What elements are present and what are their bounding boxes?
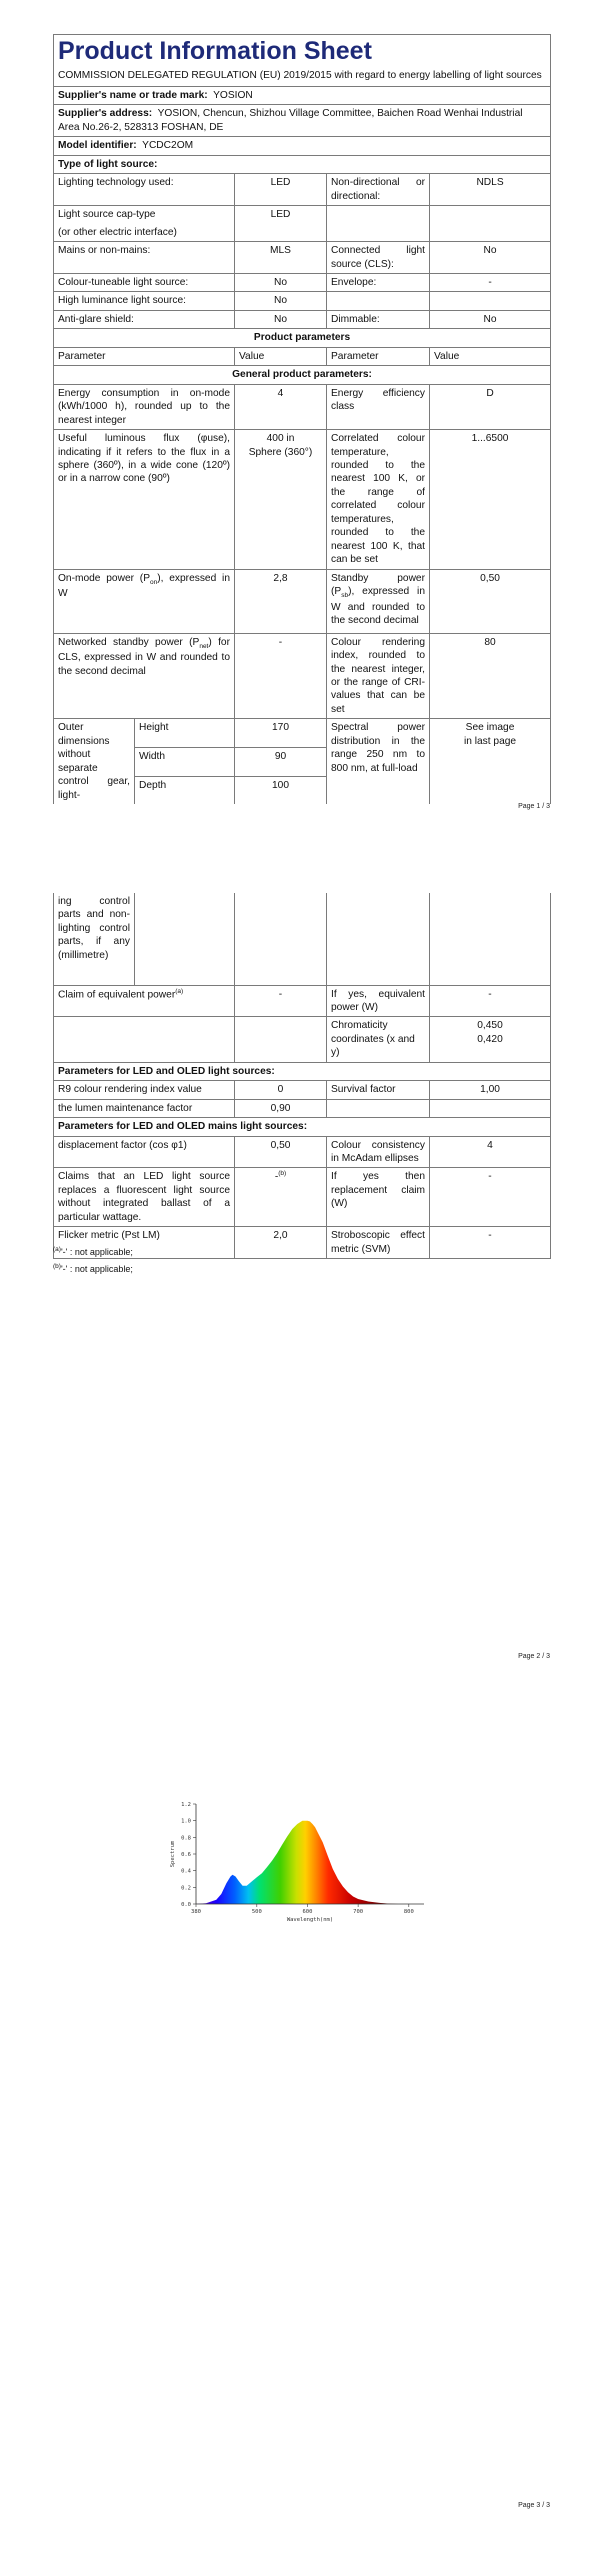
svm-value: - (430, 1227, 551, 1259)
spd-label: Spectral power distribution in the range 250 nm to 800 nm, at full-load (327, 719, 430, 804)
standby-power-label: Standby power $(P_{sb})$, expressed in W and rounded to the second decimal (327, 569, 430, 633)
networked-standby-label: Networked standby power $(P_{net})$ for CLS, expressed in W and rounded to the second decimal (54, 633, 235, 719)
on-mode-power-value: 2,8 (235, 569, 327, 633)
col-header-parameter: Parameter (54, 347, 235, 365)
y-tick-label: 0.6 (181, 1852, 191, 1858)
efficiency-class-value: D (430, 384, 551, 429)
general-params-heading: General product parameters: (54, 366, 551, 384)
cap-value: LED (235, 206, 327, 242)
y-tick-label: 1.0 (181, 1818, 191, 1825)
width-value: 90 (235, 748, 327, 777)
model-label: Model identifier: (58, 140, 137, 152)
info-table-page-1 (53, 34, 551, 804)
cct-label: Correlated colour temperature, rounded to the nearest 100 K, or the range of correlated colour temperatures, rounded to the nearest 100 K, that can be set (327, 430, 430, 570)
tuneable-value: No (235, 274, 327, 292)
tuneable-label: Colour-tuneable light source: (54, 274, 235, 292)
envelope-label: Envelope: (327, 274, 430, 292)
y-tick-label: 0.2 (181, 1885, 191, 1892)
page-1 (0, 0, 603, 855)
luminous-flux-unit: Sphere (360°) (248, 446, 313, 458)
dimensions-label-part-2: ing control parts and non-lighting control parts, if any (millimetre) (54, 893, 135, 985)
footnote-b: $^{(b)}$'-' : not applicable; (53, 1263, 133, 1275)
efficiency-class-label: Energy efficiency class (327, 384, 430, 429)
equivalent-power-label: If yes, equivalent power (W) (327, 985, 430, 1017)
equivalent-power-claim-value: - (235, 985, 327, 1017)
dimensions-label-part-1: Outer dimensions without separate control gear, light- (54, 719, 135, 804)
regulation-text: COMMISSION DELEGATED REGULATION (EU) 2019/2015 with regard to energy labelling of light sources (58, 69, 542, 81)
energy-consumption-value: 4 (235, 384, 327, 429)
mains-value: MLS (235, 242, 327, 274)
supplier-name-label: Supplier's name or trade mark: (58, 89, 208, 101)
chromaticity-y: 0,420 (477, 1033, 503, 1045)
cri-value: 80 (430, 633, 551, 719)
on-mode-power-label: On-mode power $(P_{on})$, expressed in W (54, 569, 235, 633)
lighting-tech-label: Lighting technology used: (54, 174, 235, 206)
networked-standby-value: - (235, 633, 327, 719)
spectrum-area (196, 1821, 399, 1904)
cri-label: Colour rendering index, rounded to the nearest integer, or the range of CRI-values that can be set (327, 633, 430, 719)
page-3 (0, 1705, 603, 2560)
height-label: Height (135, 719, 235, 748)
high-luminance-value: No (235, 292, 327, 310)
fluorescent-claim-label: Claims that an LED light source replaces a fluorescent light source without integrated ballast of a particular wattage. (54, 1168, 235, 1227)
col-header-value-2: Value (430, 347, 551, 365)
depth-value: 100 (235, 776, 327, 804)
cap-label: Light source cap-type (58, 209, 156, 221)
luminous-flux-label: Useful luminous flux (φuse), indicating if it refers to the flux in a sphere (360º), in a wide cone (120º) or in a narrow cone (90º) (54, 430, 235, 570)
x-tick-label: 700 (353, 1909, 364, 1915)
x-tick-label: 500 (251, 1909, 262, 1915)
x-axis-label: Wavelength(nm) (286, 1917, 334, 1923)
survival-factor-label: Survival factor (327, 1081, 430, 1099)
led-params-heading: Parameters for LED and OLED light sources: (54, 1062, 551, 1080)
cap-label-2: (or other electric interface) (58, 226, 177, 238)
flicker-value: 2,0 (235, 1227, 327, 1259)
height-value: 170 (235, 719, 327, 748)
displacement-factor-value: 0,50 (235, 1136, 327, 1168)
cct-value: 1...6500 (430, 430, 551, 570)
survival-factor-value: 1,00 (430, 1081, 551, 1099)
y-tick-label: 0.8 (181, 1835, 191, 1842)
dimmable-value: No (430, 310, 551, 328)
spd-value-2: in last page (463, 735, 517, 747)
colour-consistency-label: Colour consistency in McAdam ellipses (327, 1136, 430, 1168)
chromaticity-label: Chromaticity coordinates (x and y) (327, 1017, 430, 1062)
mains-params-heading: Parameters for LED and OLED mains light sources: (54, 1118, 551, 1136)
luminous-flux-value: 400 in (266, 433, 295, 445)
lighting-tech-value: LED (235, 174, 327, 206)
standby-power-value: 0,50 (430, 569, 551, 633)
directional-value: NDLS (430, 174, 551, 206)
supplier-address-label: Supplier's address: (58, 108, 153, 120)
y-tick-label: 1.2 (181, 1802, 191, 1808)
model-identifier: YCDC2OM (142, 140, 194, 152)
r9-label: R9 colour rendering index value (54, 1081, 235, 1099)
supplier-address: YOSION, Chencun, Shizhou Village Committee, Baichen Road Wenhai Industrial Area No.26-2, 528313 FOSHAN, DE (58, 108, 523, 133)
equivalent-power-claim-label: Claim of equivalent power$^{(a)}$ (54, 985, 235, 1017)
replacement-claim-value: - (430, 1168, 551, 1227)
fluorescent-claim-value: -$^{(b)}$ (235, 1168, 327, 1227)
col-header-value: Value (235, 347, 327, 365)
page-title: Product Information Sheet (58, 37, 372, 65)
chromaticity-x: 0,450 (477, 1020, 503, 1032)
mains-label: Mains or non-mains: (54, 242, 235, 274)
cls-label: Connected light source (CLS): (327, 242, 430, 274)
page-footer-1: Page 1 / 3 (518, 803, 550, 810)
width-label: Width (135, 748, 235, 777)
x-tick-label: 800 (403, 1909, 414, 1915)
colour-consistency-value: 4 (430, 1136, 551, 1168)
y-tick-label: 0.4 (181, 1868, 191, 1875)
col-header-parameter-2: Parameter (327, 347, 430, 365)
type-heading: Type of light source: (54, 155, 551, 173)
x-tick-label: 380 (191, 1909, 201, 1915)
page-footer-3: Page 3 / 3 (518, 2502, 550, 2509)
svm-label: Stroboscopic effect metric (SVM) (327, 1227, 430, 1259)
supplier-name: YOSION (213, 89, 253, 101)
flicker-label: Flicker metric (Pst LM) (54, 1227, 235, 1259)
footnotes (53, 1244, 133, 1278)
lumen-maintenance-label: the lumen maintenance factor (54, 1099, 235, 1117)
directional-label: Non-directional or directional: (327, 174, 430, 206)
spd-value: See image (465, 722, 515, 734)
equivalent-power-value: - (430, 985, 551, 1017)
high-luminance-label: High luminance light source: (54, 292, 235, 310)
envelope-value: - (430, 274, 551, 292)
y-tick-label: 0.0 (181, 1902, 191, 1908)
cls-value: No (430, 242, 551, 274)
displacement-factor-label: displacement factor (cos φ1) (54, 1136, 235, 1168)
lumen-maintenance-value: 0,90 (235, 1099, 327, 1117)
depth-label: Depth (135, 776, 235, 804)
x-tick-label: 600 (302, 1909, 313, 1915)
anti-glare-label: Anti-glare shield: (54, 310, 235, 328)
dimmable-label: Dimmable: (327, 310, 430, 328)
page-footer-2: Page 2 / 3 (518, 1653, 550, 1660)
product-params-heading: Product parameters (54, 329, 551, 347)
page-2 (0, 855, 603, 1705)
energy-consumption-label: Energy consumption in on-mode (kWh/1000 h), rounded up to the nearest integer (54, 384, 235, 429)
anti-glare-value: No (235, 310, 327, 328)
spectrum-chart (166, 1798, 426, 1928)
y-axis-label: Spectrum (170, 1840, 176, 1868)
r9-value: 0 (235, 1081, 327, 1099)
footnote-a: $^{(a)}$'-' : not applicable; (53, 1246, 133, 1257)
info-table-page-2 (53, 893, 551, 1259)
replacement-claim-label: If yes then replacement claim (W) (327, 1168, 430, 1227)
